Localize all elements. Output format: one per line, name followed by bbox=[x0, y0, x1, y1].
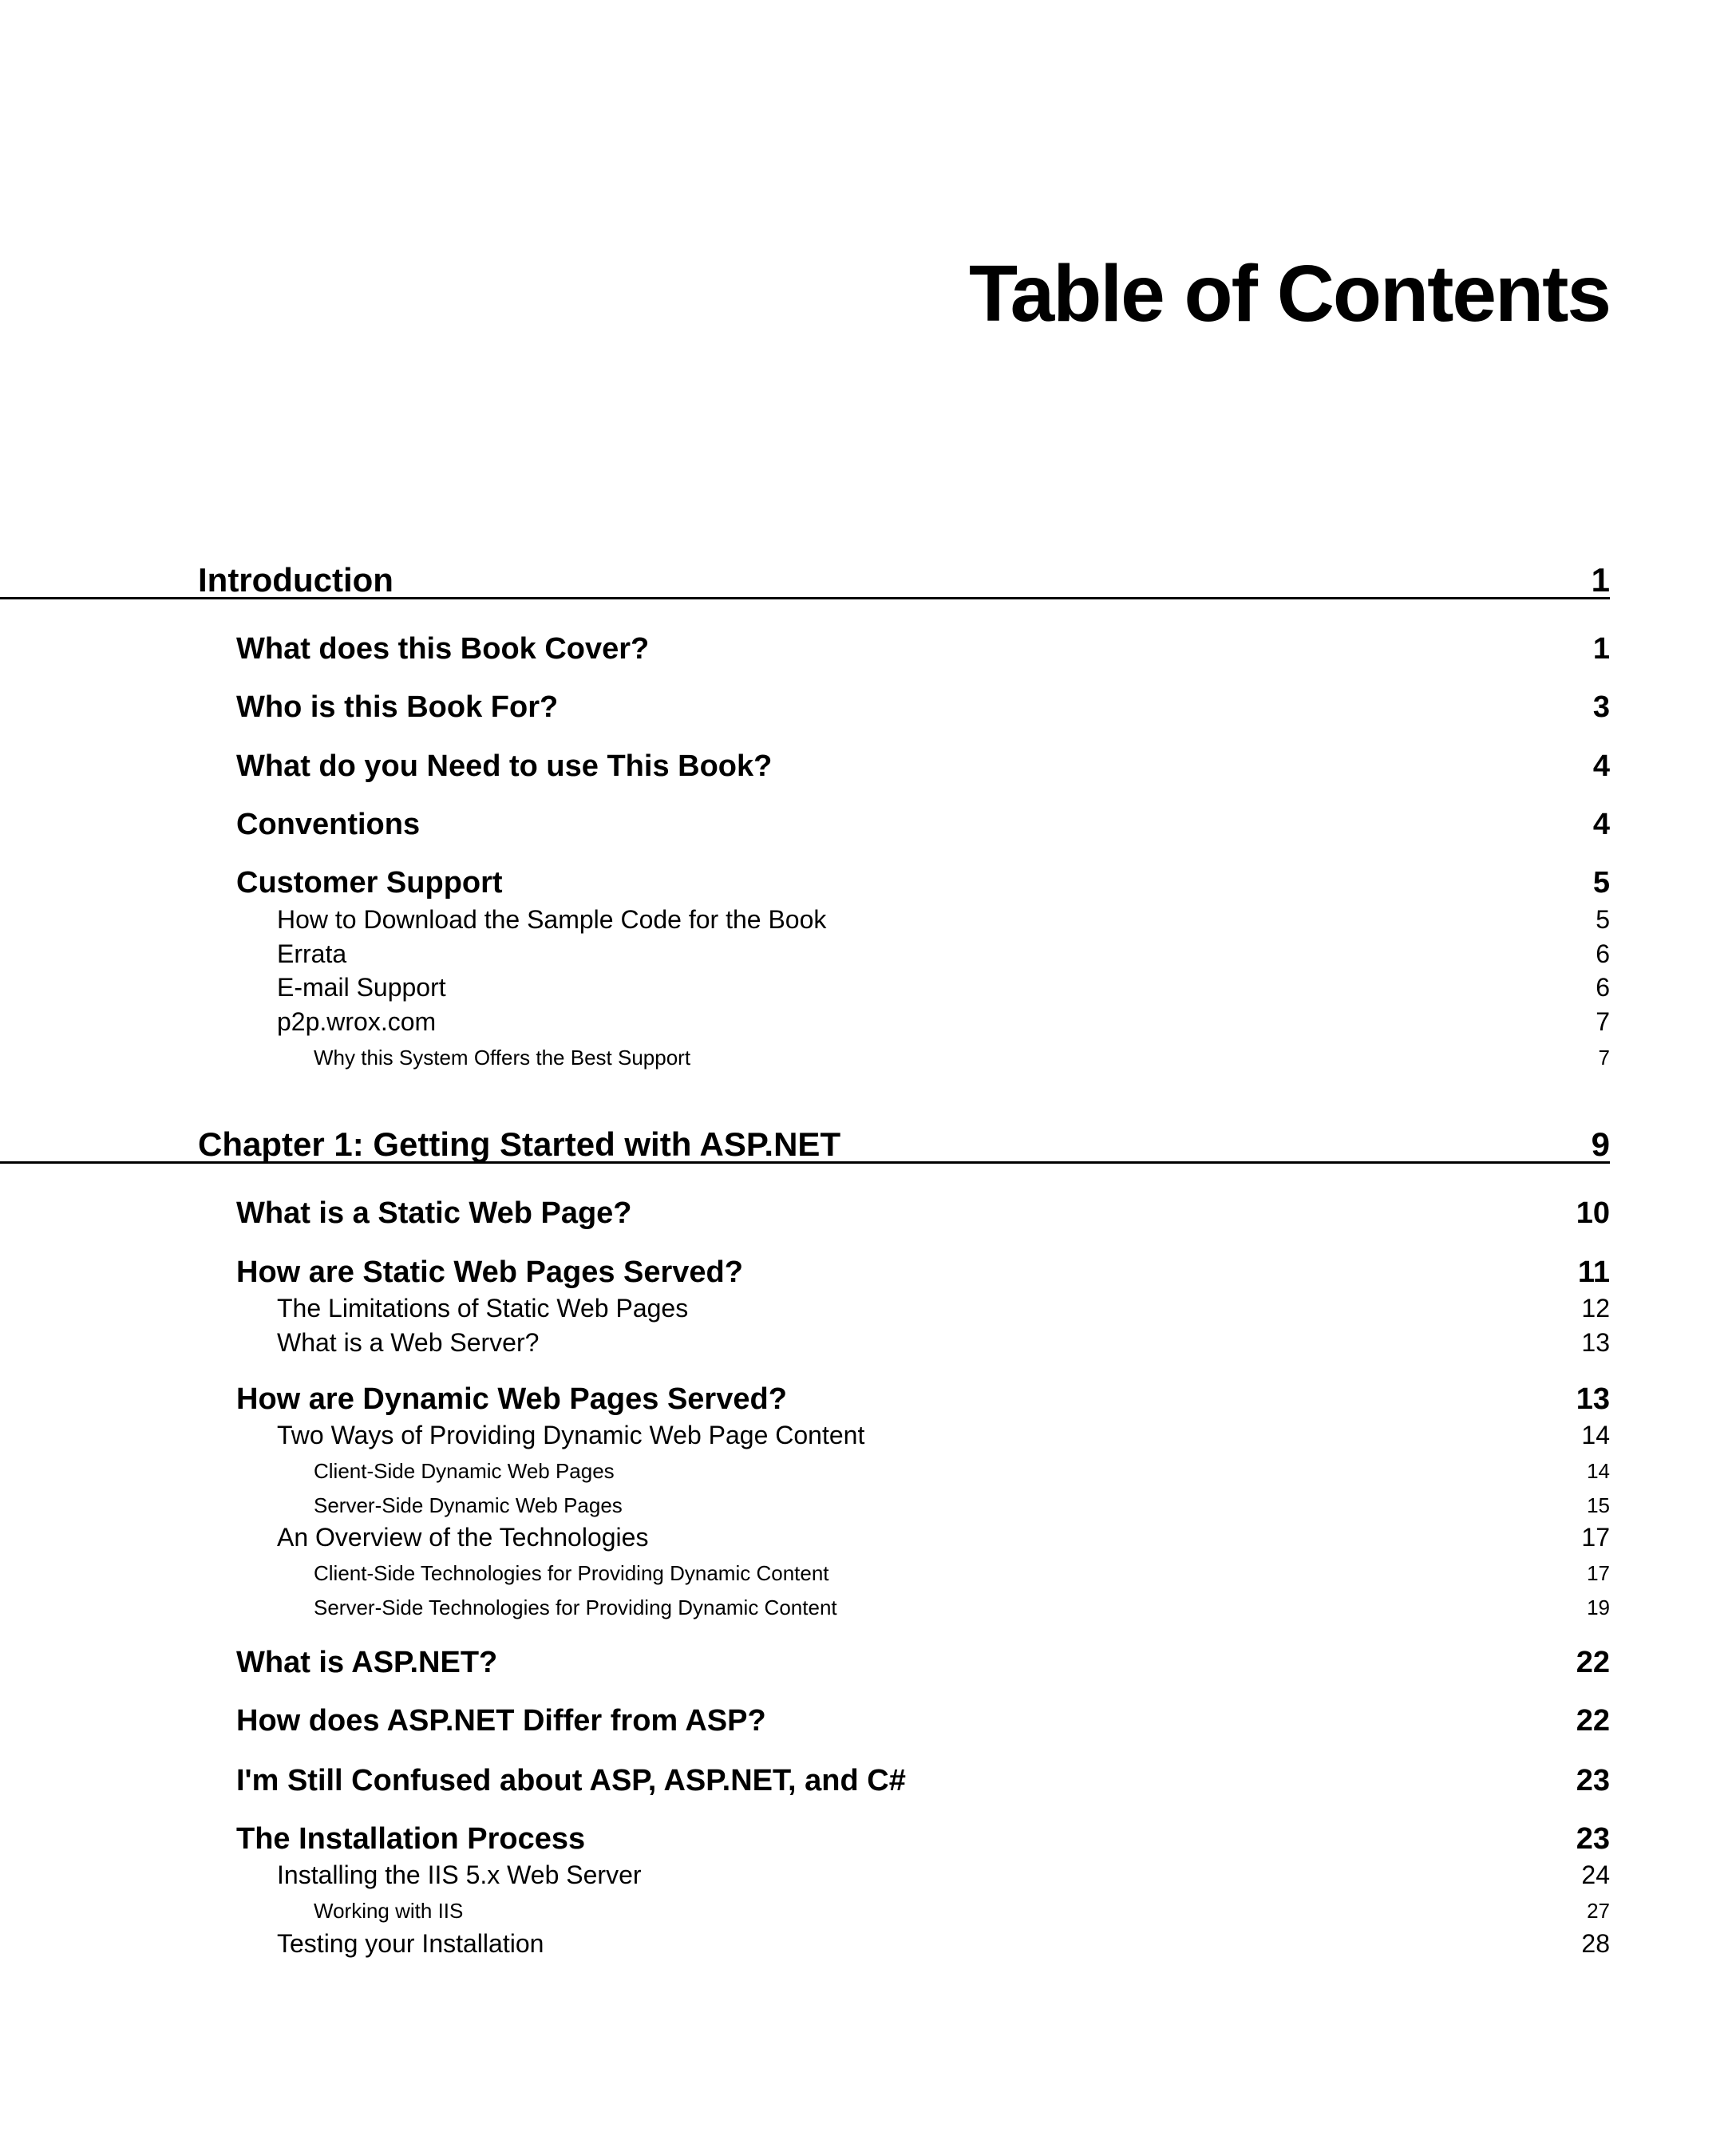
page-number: 11 bbox=[1577, 1255, 1610, 1289]
entry-title: Server-Side Dynamic Web Pages bbox=[314, 1493, 623, 1517]
subsection-entry[interactable] bbox=[0, 975, 1736, 1000]
page-number: 27 bbox=[1587, 1899, 1610, 1923]
page-number: 4 bbox=[1592, 749, 1610, 783]
subsubsection-entry[interactable] bbox=[0, 1597, 1736, 1618]
chapter-heading[interactable] bbox=[0, 563, 1610, 599]
page-number: 9 bbox=[1591, 1125, 1610, 1163]
page-number: 13 bbox=[1581, 1328, 1610, 1357]
entry-title: Two Ways of Providing Dynamic Web Page Content bbox=[277, 1421, 865, 1449]
entry-title: Chapter 1: Getting Started with ASP.NET bbox=[198, 1125, 841, 1163]
entry-title: E-mail Support bbox=[277, 973, 446, 1002]
entry-title: What is a Web Server? bbox=[277, 1328, 540, 1357]
section-entry[interactable] bbox=[0, 1384, 1736, 1414]
subsubsection-entry[interactable] bbox=[0, 1047, 1736, 1068]
subsection-entry[interactable] bbox=[0, 1524, 1736, 1550]
entry-title: The Installation Process bbox=[236, 1822, 586, 1856]
subsubsection-entry[interactable] bbox=[0, 1900, 1736, 1921]
subsection-entry[interactable] bbox=[0, 941, 1736, 967]
page-number: 22 bbox=[1576, 1704, 1610, 1738]
subsubsection-entry[interactable] bbox=[0, 1495, 1736, 1516]
page-number: 23 bbox=[1576, 1764, 1610, 1797]
page-number: 13 bbox=[1576, 1382, 1610, 1416]
chapter-heading[interactable] bbox=[0, 1125, 1610, 1164]
subsection-entry[interactable] bbox=[0, 1009, 1736, 1034]
entry-title: What is a Static Web Page? bbox=[236, 1196, 632, 1230]
page-number: 5 bbox=[1596, 905, 1610, 934]
page-number: 15 bbox=[1587, 1493, 1610, 1517]
entry-title: Errata bbox=[277, 939, 347, 968]
page-number: 6 bbox=[1596, 973, 1610, 1002]
entry-title: How does ASP.NET Differ from ASP? bbox=[236, 1704, 766, 1738]
entry-title: Client-Side Dynamic Web Pages bbox=[314, 1459, 615, 1483]
page-number: 17 bbox=[1581, 1523, 1610, 1552]
section-entry[interactable] bbox=[0, 809, 1736, 840]
entry-title: Installing the IIS 5.x Web Server bbox=[277, 1860, 642, 1889]
page-number: 22 bbox=[1576, 1646, 1610, 1679]
page-number: 23 bbox=[1576, 1822, 1610, 1856]
page-number: 1 bbox=[1591, 561, 1610, 599]
entry-title: The Limitations of Static Web Pages bbox=[277, 1294, 689, 1323]
page-number: 6 bbox=[1596, 939, 1610, 968]
entry-title: What do you Need to use This Book? bbox=[236, 749, 773, 783]
subsection-entry[interactable] bbox=[0, 1295, 1736, 1321]
entry-title: What does this Book Cover? bbox=[236, 632, 650, 666]
page-number: 3 bbox=[1592, 690, 1610, 724]
subsection-entry[interactable] bbox=[0, 1422, 1736, 1448]
page-number: 28 bbox=[1581, 1929, 1610, 1958]
entry-title: I'm Still Confused about ASP, ASP.NET, and C# bbox=[236, 1764, 906, 1797]
entry-title: Who is this Book For? bbox=[236, 690, 559, 724]
section-entry[interactable] bbox=[0, 1706, 1736, 1736]
entry-title: Server-Side Technologies for Providing Dynamic Content bbox=[314, 1595, 837, 1619]
page-number: 19 bbox=[1587, 1595, 1610, 1619]
subsubsection-entry[interactable] bbox=[0, 1461, 1736, 1481]
subsection-entry[interactable] bbox=[0, 1931, 1736, 1956]
entry-title: Testing your Installation bbox=[277, 1929, 544, 1958]
entry-title: Working with IIS bbox=[314, 1899, 464, 1923]
page-title: Table of Contents bbox=[968, 249, 1610, 338]
page-number: 12 bbox=[1581, 1294, 1610, 1323]
entry-title: An Overview of the Technologies bbox=[277, 1523, 649, 1552]
entry-title: How are Static Web Pages Served? bbox=[236, 1255, 743, 1289]
subsubsection-entry[interactable] bbox=[0, 1563, 1736, 1584]
page-number: 1 bbox=[1592, 632, 1610, 666]
section-entry[interactable] bbox=[0, 751, 1736, 781]
section-entry[interactable] bbox=[0, 1824, 1736, 1854]
section-entry[interactable] bbox=[0, 1766, 1736, 1796]
subsection-entry[interactable] bbox=[0, 1330, 1736, 1355]
page-number: 14 bbox=[1581, 1421, 1610, 1449]
entry-title: Conventions bbox=[236, 808, 421, 841]
entry-title: Introduction bbox=[198, 561, 393, 599]
entry-title: Why this System Offers the Best Support bbox=[314, 1046, 691, 1070]
page-number: 7 bbox=[1596, 1007, 1610, 1036]
entry-title: p2p.wrox.com bbox=[277, 1007, 437, 1036]
entry-title: Client-Side Technologies for Providing Dynamic Content bbox=[314, 1561, 829, 1585]
section-entry[interactable] bbox=[0, 1647, 1736, 1678]
subsection-entry[interactable] bbox=[0, 907, 1736, 932]
section-entry[interactable] bbox=[0, 1198, 1736, 1228]
page-number: 17 bbox=[1587, 1561, 1610, 1585]
entry-title: How to Download the Sample Code for the Book bbox=[277, 905, 827, 934]
entry-title: What is ASP.NET? bbox=[236, 1646, 498, 1679]
page-number: 7 bbox=[1598, 1046, 1610, 1070]
page-number: 24 bbox=[1581, 1860, 1610, 1889]
page-number: 5 bbox=[1592, 866, 1610, 900]
page-number: 10 bbox=[1576, 1196, 1610, 1230]
entry-title: Customer Support bbox=[236, 866, 503, 900]
section-entry[interactable] bbox=[0, 692, 1736, 722]
section-entry[interactable] bbox=[0, 634, 1736, 664]
subsection-entry[interactable] bbox=[0, 1862, 1736, 1888]
entry-title: How are Dynamic Web Pages Served? bbox=[236, 1382, 787, 1416]
section-entry[interactable] bbox=[0, 1257, 1736, 1287]
page-number: 4 bbox=[1592, 808, 1610, 841]
section-entry[interactable] bbox=[0, 868, 1736, 898]
page-number: 14 bbox=[1587, 1459, 1610, 1483]
